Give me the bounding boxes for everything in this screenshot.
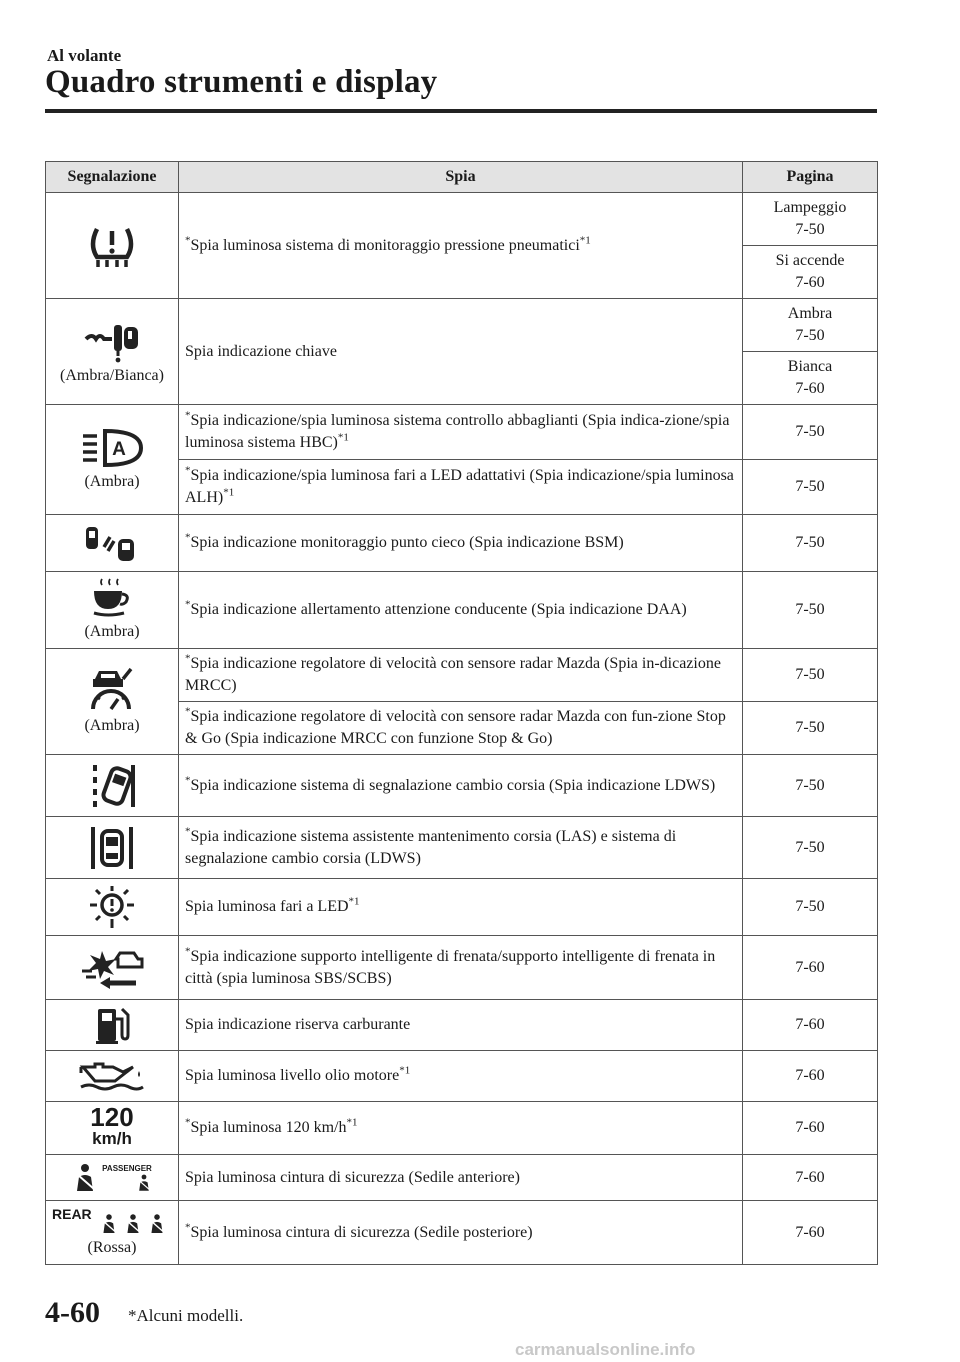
led-desc <box>179 879 743 936</box>
asterisk-marker: * <box>185 774 191 787</box>
section-label: Al volante <box>47 46 122 65</box>
fuel-page: 7-60 <box>743 1000 878 1051</box>
belt-front-icon-cell <box>46 1155 179 1201</box>
hbc-desc <box>179 405 743 460</box>
table-row <box>46 405 878 460</box>
belt-front-desc: Spia luminosa cintura di sicurezza (Sedile anteriore) <box>179 1155 743 1201</box>
col-header-spia: Spia <box>179 162 743 193</box>
ldws-icon-cell <box>46 755 179 817</box>
table-row <box>46 572 878 649</box>
kmh-page: 7-60 <box>743 1102 878 1155</box>
table-row <box>46 817 878 879</box>
desc-text: Spia indicazione supporto intelligente di frenata/supporto intelligente di frenata in città (spia luminosa SBS/SCBS) <box>185 947 716 987</box>
table-row <box>46 1201 878 1265</box>
mrcc-sg-desc <box>179 702 743 755</box>
table-row <box>46 1155 878 1201</box>
tpms-page-1: Lampeggio 7-50 <box>743 193 878 246</box>
mrcc-page: 7-50 <box>743 649 878 702</box>
led-icon-cell <box>46 879 179 936</box>
asterisk-marker: * <box>185 825 191 838</box>
key-caption: (Ambra/Bianca) <box>60 366 164 384</box>
tpms-page-2: Si accende 7-60 <box>743 246 878 299</box>
oil-icon-cell <box>46 1051 179 1102</box>
note-marker: *1 <box>348 895 360 908</box>
hbc-icon-cell <box>46 405 179 515</box>
alh-desc <box>179 460 743 515</box>
table-row <box>46 193 878 246</box>
desc-text: Spia indicazione sistema di segnalazione cambio corsia (Spia indicazione LDWS) <box>190 776 716 794</box>
svg-text:A: A <box>112 438 126 460</box>
table-row <box>46 879 878 936</box>
desc-text: Spia luminosa livello olio motore <box>185 1067 400 1084</box>
desc-text: Spia indicazione regolatore di velocità con sensore radar Mazda (Spia in-dicazione MRCC) <box>185 655 721 694</box>
key-icon-cell <box>46 299 179 405</box>
table-row <box>46 649 878 702</box>
daa-icon-cell <box>46 572 179 649</box>
desc-text: Spia indicazione sistema assistente mantenimento corsia (LAS) e sistema di segnalazione cambio corsia (LDWS) <box>185 827 677 867</box>
hbc-page: 7-50 <box>743 405 878 460</box>
tpms-icon-cell <box>46 193 179 299</box>
key-desc: Spia indicazione chiave <box>179 299 743 405</box>
sbs-page: 7-60 <box>743 936 878 1000</box>
asterisk-marker: * <box>185 945 191 958</box>
ldws-desc <box>179 755 743 817</box>
seatbelt-rear-left-icon <box>100 1213 118 1235</box>
table-row <box>46 755 878 817</box>
daa-desc <box>179 572 743 649</box>
mrcc-caption: (Ambra) <box>84 716 140 734</box>
desc-text: Spia indicazione/spia luminosa fari a LED adattativi (Spia indicazione/spia luminosa ALH) <box>185 467 734 506</box>
col-header-pagina: Pagina <box>743 162 878 193</box>
sbs-icon-cell <box>46 936 179 1000</box>
key-icon <box>82 317 142 363</box>
asterisk-marker: * <box>185 1116 191 1129</box>
page-title: Quadro strumenti e display <box>45 64 438 100</box>
alh-page: 7-50 <box>743 460 878 515</box>
note-marker: *1 <box>579 234 591 247</box>
smart-brake-support-icon <box>78 947 146 989</box>
desc-text: Spia indicazione/spia luminosa sistema controllo abbaglianti (Spia indica-zione/spia luminosa sistema HBC) <box>185 412 730 451</box>
las-page: 7-50 <box>743 817 878 879</box>
daa-page: 7-50 <box>743 572 878 649</box>
title-rule <box>45 109 877 113</box>
seatbelt-rear-right-icon <box>148 1213 166 1235</box>
footer-note: *Alcuni modelli. <box>128 1306 244 1325</box>
las-icon-cell <box>46 817 179 879</box>
table-header-row <box>46 162 878 193</box>
table-row <box>46 515 878 572</box>
passenger-label: PASSENGER <box>102 1163 152 1173</box>
belt-rear-icon-cell <box>46 1201 179 1265</box>
oil-level-icon <box>77 1059 147 1093</box>
belt-rear-caption: (Rossa) <box>87 1238 137 1256</box>
belt-rear-page: 7-60 <box>743 1201 878 1265</box>
asterisk-marker: * <box>185 705 191 718</box>
led-page: 7-50 <box>743 879 878 936</box>
asterisk-marker: * <box>185 234 191 247</box>
desc-text: Spia luminosa fari a LED <box>185 898 349 915</box>
desc-text: Spia luminosa sistema di monitoraggio pressione pneumatici <box>190 236 580 254</box>
desc-text: Spia indicazione allertamento attenzione conducente (Spia indicazione DAA) <box>190 601 687 618</box>
mrcc-icon-cell <box>46 649 179 755</box>
watermark: carmanualsonline.info <box>515 1340 696 1359</box>
note-marker: *1 <box>399 1064 411 1077</box>
oil-desc <box>179 1051 743 1102</box>
kmh-icon-number: 120 <box>90 1102 134 1132</box>
bsm-desc <box>179 515 743 572</box>
desc-text: Spia luminosa 120 km/h <box>190 1119 347 1136</box>
note-marker: *1 <box>223 486 235 499</box>
seatbelt-passenger-icon <box>136 1174 152 1192</box>
asterisk-marker: * <box>185 598 191 611</box>
led-headlight-warning-icon <box>86 884 138 930</box>
lane-departure-icon <box>87 761 137 811</box>
asterisk-marker: * <box>185 464 191 477</box>
desc-text: Spia indicazione regolatore di velocità con sensore radar Mazda con fun-zione Stop & Go (Spia indicazione MRCC con funzione Stop & Go) <box>185 708 726 747</box>
bsm-icon-cell <box>46 515 179 572</box>
bsm-page: 7-50 <box>743 515 878 572</box>
table-row <box>46 1051 878 1102</box>
page-number: 4-60 <box>45 1296 100 1329</box>
fuel-icon-cell <box>46 1000 179 1051</box>
asterisk-marker: * <box>185 1221 191 1234</box>
col-header-segnalazione: Segnalazione <box>46 162 179 193</box>
radar-cruise-icon <box>85 667 139 713</box>
table-row <box>46 299 878 352</box>
note-marker: *1 <box>337 431 349 444</box>
asterisk-marker: * <box>185 652 191 665</box>
asterisk-marker: * <box>185 531 191 544</box>
key-page-2: Bianca 7-60 <box>743 352 878 405</box>
seatbelt-rear-center-icon <box>124 1213 142 1235</box>
mrcc-desc <box>179 649 743 702</box>
lane-keep-assist-icon <box>87 823 137 873</box>
seatbelt-icon <box>72 1163 98 1193</box>
belt-rear-desc <box>179 1201 743 1265</box>
sbs-desc <box>179 936 743 1000</box>
mrcc-sg-page: 7-50 <box>743 702 878 755</box>
coffee-cup-icon <box>90 577 134 619</box>
kmh-icon-cell <box>46 1102 179 1155</box>
blind-spot-icon <box>82 523 142 563</box>
desc-text: Spia luminosa cintura di sicurezza (Sedile posteriore) <box>190 1223 533 1241</box>
belt-front-page: 7-60 <box>743 1155 878 1201</box>
ldws-page: 7-50 <box>743 755 878 817</box>
fuel-desc: Spia indicazione riserva carburante <box>179 1000 743 1051</box>
daa-caption: (Ambra) <box>84 623 140 640</box>
oil-page: 7-60 <box>743 1051 878 1102</box>
key-page-1: Ambra 7-50 <box>743 299 878 352</box>
kmh-icon-unit: km/h <box>92 1129 132 1148</box>
tire-pressure-icon <box>85 223 139 269</box>
fuel-pump-icon <box>94 1005 130 1045</box>
table-row <box>46 936 878 1000</box>
warning-lights-table <box>45 161 878 1265</box>
asterisk-marker: * <box>185 409 191 422</box>
hbc-caption: (Ambra) <box>84 472 140 490</box>
kmh-desc <box>179 1102 743 1155</box>
tpms-desc <box>179 193 743 299</box>
table-row <box>46 1102 878 1155</box>
note-marker: *1 <box>346 1116 358 1129</box>
table-row <box>46 1000 878 1051</box>
rear-label: REAR <box>52 1205 92 1222</box>
desc-text: Spia indicazione monitoraggio punto cieco (Spia indicazione BSM) <box>190 534 624 551</box>
auto-high-beam-icon <box>81 427 143 469</box>
las-desc <box>179 817 743 879</box>
